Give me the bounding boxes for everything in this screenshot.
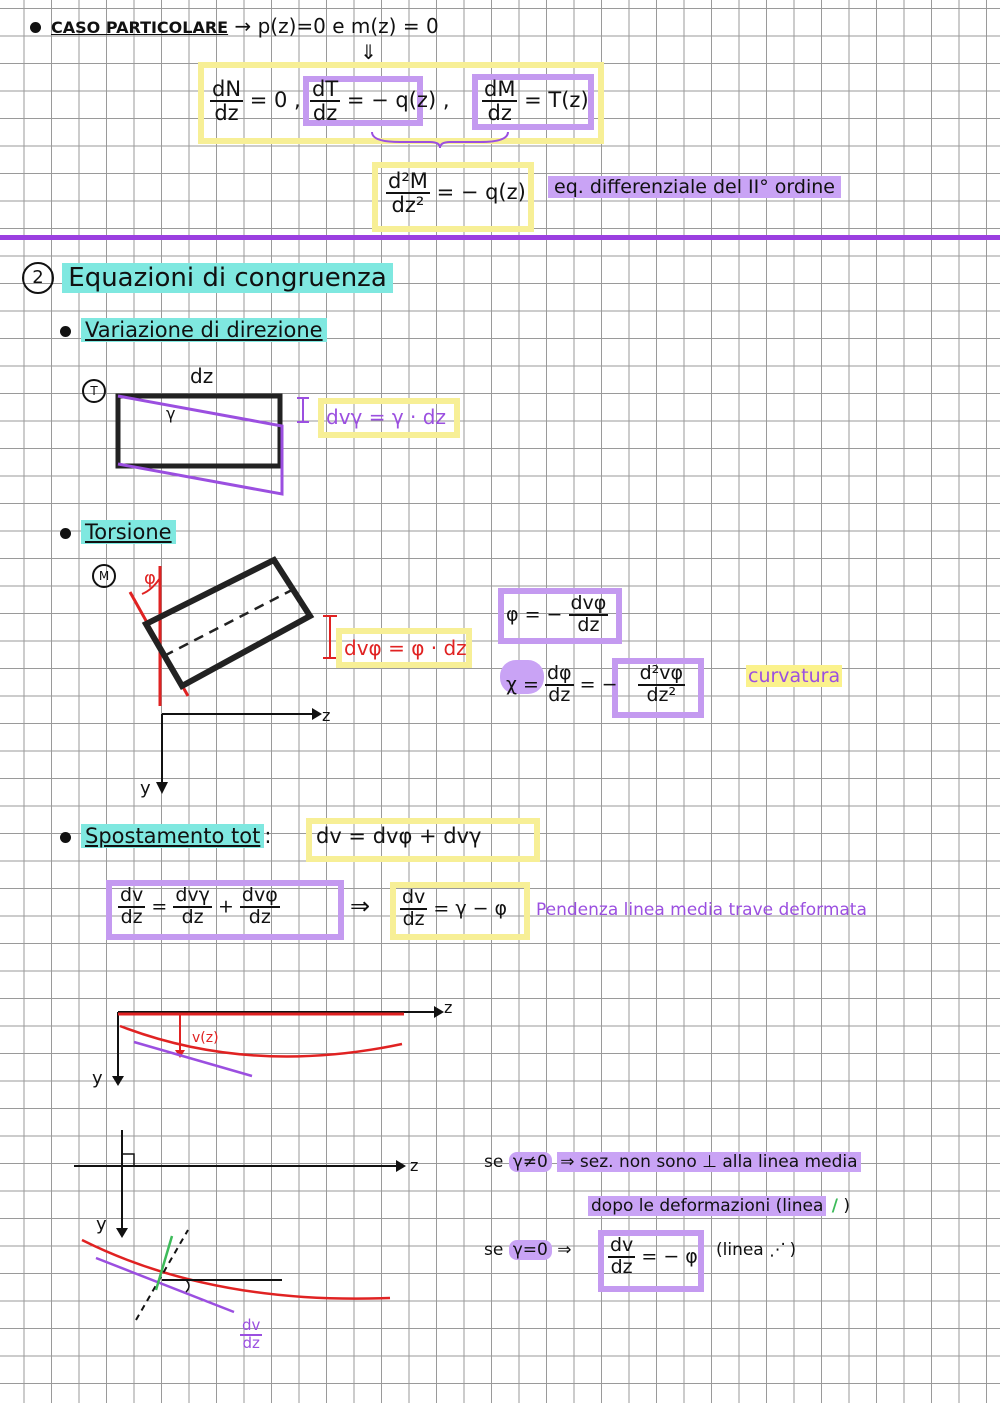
phi-label: φ <box>144 568 156 589</box>
spostamento-formula: dv = dvφ + dvγ <box>316 824 482 848</box>
sub3-title: Spostamento tot <box>81 824 264 848</box>
down-arrow: ⇓ <box>360 40 377 64</box>
result-eq: $\frac{dv}{dz}$ = γ − φ <box>402 886 508 930</box>
section2-title: Equazioni di congruenza <box>62 263 393 293</box>
eq2: $\frac{dT}{dz}$ = − q(z) , <box>312 77 450 126</box>
phi-eq: φ = − $\frac{\text{dvφ}}{dz}$ <box>506 592 607 636</box>
graph1-axis-z: z <box>444 998 453 1017</box>
gamma-label: γ <box>166 404 176 423</box>
dvgamma-formula: dvγ = γ · dz <box>326 405 446 429</box>
graph2-axis-y: y <box>96 1214 107 1235</box>
torsion-axis-z: z <box>322 706 331 725</box>
eq1: $\frac{dN}{dz}$ = 0 , <box>212 77 301 126</box>
sub1-title: Variazione di direzione <box>81 318 327 342</box>
section-rotation-graph <box>72 1130 412 1330</box>
implies-arrow: ⇒ <box>350 892 371 920</box>
gamma-zero: γ=0 <box>509 1240 552 1260</box>
brace <box>370 130 510 150</box>
note-line3-tail: (linea ⋰ ) <box>716 1240 797 1260</box>
condition: p(z)=0 e m(z) = 0 <box>257 14 439 38</box>
curvatura-label: curvatura <box>748 665 841 687</box>
caso-particolare-line <box>30 14 439 38</box>
graph2-axis-z: z <box>410 1156 419 1175</box>
torsion-diagram <box>126 556 326 796</box>
section2-heading <box>22 262 393 294</box>
gamma-neq-zero: γ≠0 <box>509 1152 552 1172</box>
torsion-axis-y: y <box>140 778 151 799</box>
eq4: $\frac{\text{d²M}}{\text{dz²}}$ = − q(z) <box>388 169 526 218</box>
sub2-heading <box>60 520 176 544</box>
note-line2: dopo le deformazioni (linea / ) <box>588 1196 850 1216</box>
note-line1: se γ≠0 ⇒ sez. non sono ⊥ alla linea media <box>484 1152 861 1172</box>
eq4-note: eq. differenziale del II° ordine <box>548 176 841 198</box>
marker-M: M <box>92 564 116 588</box>
section-number: 2 <box>22 262 54 294</box>
graph1-axis-y: y <box>92 1068 103 1089</box>
pendenza-note: Pendenza linea media trave deformata <box>536 900 867 920</box>
vz-label: v(z) <box>192 1030 219 1046</box>
sub2-title: Torsione <box>81 520 176 544</box>
shear-diagram <box>112 390 312 500</box>
section-divider <box>0 235 1000 240</box>
dvphi-formula: dvφ = φ · dz <box>344 636 467 660</box>
bullet <box>30 22 41 33</box>
sub1-heading <box>60 318 327 342</box>
sub3-heading: Spostamento tot : <box>60 824 271 848</box>
dv-marker <box>296 396 310 426</box>
caso-label: CASO PARTICOLARE <box>51 18 229 37</box>
deflection-graph <box>100 996 460 1096</box>
note-line3: se γ=0 ⇒ <box>484 1240 572 1260</box>
dz-label: dz <box>190 364 214 388</box>
marker-T: T <box>82 379 106 403</box>
note-line3-eq: $\frac{dv}{dz}$ = − φ <box>610 1234 698 1278</box>
eq3: $\frac{dM}{dz}$ = T(z) <box>484 77 589 126</box>
derivative-eq: $\frac{dv}{dz}$ = $\frac{\text{dvγ}}{dz}$ + $\frac{\text{dvφ}}{dz}$ <box>120 884 278 928</box>
chi-eq: χ = $\frac{d\varphi}{dz}$ = − $\frac{\text{d²vφ}}{\text{dz²}}$ <box>506 662 684 706</box>
arrow: → <box>234 14 252 38</box>
slope-label: $\frac{dv}{dz}$ <box>242 1316 261 1352</box>
